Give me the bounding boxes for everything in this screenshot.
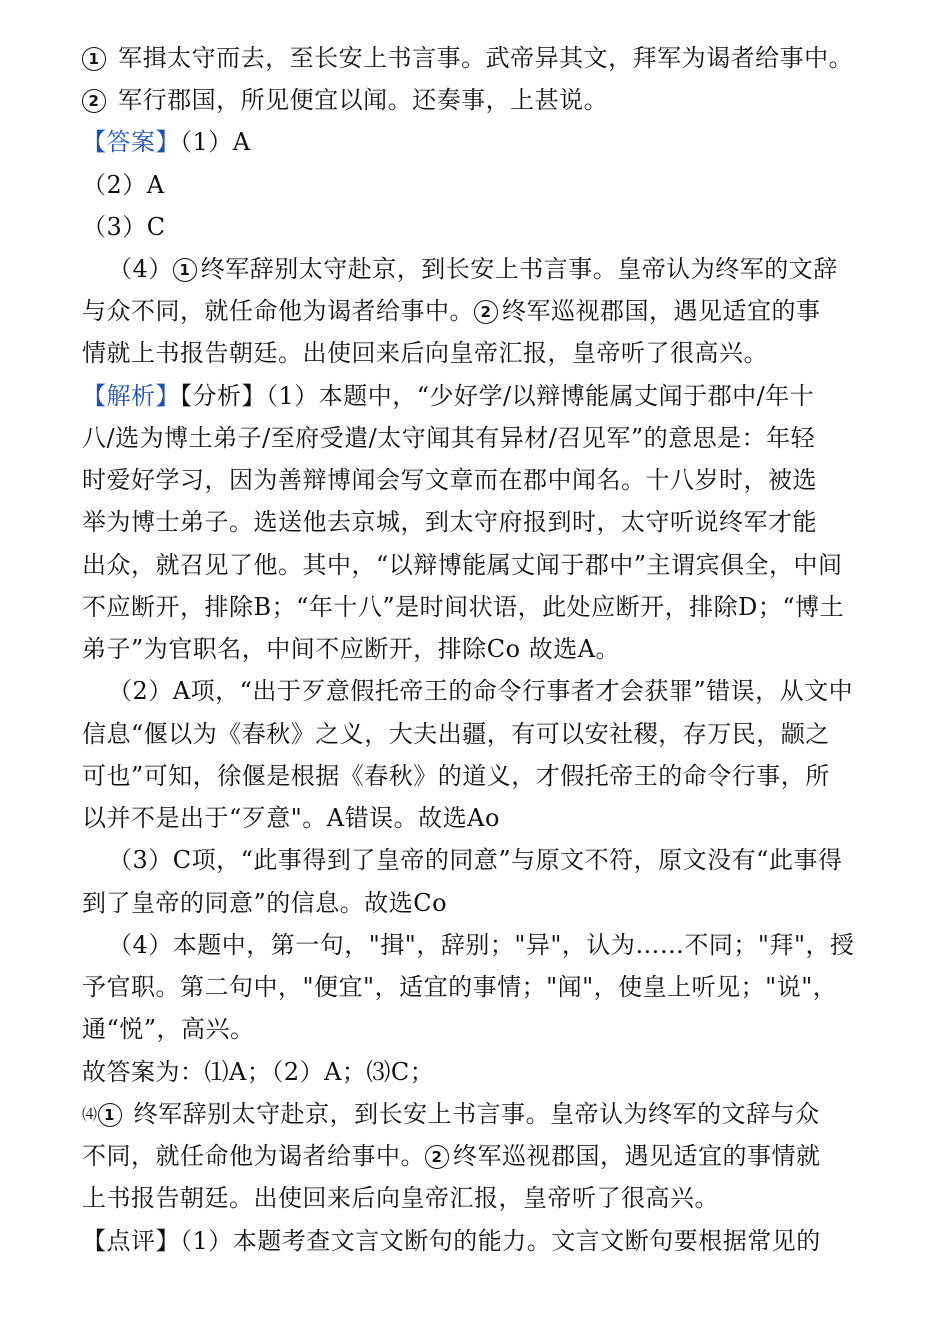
text-line-2: 2 军行郡国，所见便宜以闻。还奏事，上甚说。 — [82, 80, 942, 120]
answer-tag: 【答案】 — [82, 128, 180, 156]
text-line-8: 情就上书报告朝廷。出使回来后向皇帝汇报，皇帝听了很高兴。 — [82, 339, 768, 367]
circled-number-icon: 1 — [82, 47, 106, 71]
text-line-6: （4） 1 终军辞别太守赴京，到长安上书言事。皇帝认为终军的文辞 — [108, 255, 838, 283]
text-line-18: 可也”可知，徐偃是根据《春秋》的道义，才假托帝王的命令行事，所 — [82, 762, 830, 790]
text-line-13: 出众，就召见了他。其中，“以辩博能属丈闻于郡中”主谓宾俱全，中间 — [82, 551, 843, 579]
text-line-10: 八/选为博土弟子/至府受遣/太守闻其有异材/召见军”的意思是：年轻 — [82, 424, 816, 452]
text-line-28: 上书报告朝廷。出使回来后向皇帝汇报，皇帝听了很高兴。 — [82, 1184, 719, 1212]
analysis-line: 【解析】【分析】（1）本题中，“少好学/以辩博能属丈闻于郡中/年十 — [82, 382, 815, 410]
text-line-16: （2）A项，“出于歹意假托帝王的命令行事者才会获罪”错误，从文中 — [108, 677, 854, 705]
text-line-17: 信息“偃以为《春秋》之义，大夫出疆，有可以安社稷，存万民，颛之 — [82, 720, 830, 748]
text-line-27: 不同，就任命他为谒者给事中。 2 终军巡视郡国，遇见适宜的事情就 — [82, 1142, 821, 1170]
text-line-15: 弟子”为官职名，中间不应断开，排除Co 故选A。 — [82, 635, 621, 663]
text-line-4: （2）A — [82, 171, 165, 199]
circled-number-icon: 2 — [82, 89, 106, 113]
text-line-21: 到了皇帝的同意”的信息。故选Co — [82, 889, 448, 917]
text-line-5: （3）C — [82, 213, 166, 241]
circled-number-icon: 1 — [173, 258, 197, 282]
text-line-1: 1 军揖太守而去，至长安上书言事。武帝异其文，拜军为谒者给事中。 — [82, 38, 942, 78]
circled-number-icon: 2 — [474, 300, 498, 324]
text-line-19: 以并不是出于“歹意"。A错误。故选Ao — [82, 804, 500, 832]
text-line-23: 予官职。第二句中，"便宜"，适宜的事情；"闻"，使皇上听见；"说"， — [82, 973, 838, 1001]
text-line-26: ⑷ 1 终军辞别太守赴京，到长安上书言事。皇帝认为终军的文辞与众 — [82, 1100, 820, 1128]
text-line-22: （4）本题中，第一句，"揖"，辞别；"异"，认为……不同；"拜"，授 — [108, 931, 855, 959]
text-line-20: （3）C项，“此事得到了皇帝的同意”与原文不符，原文没有“此事得 — [108, 846, 843, 874]
text-line-25: 故答案为：⑴A；（2）A；⑶C； — [82, 1058, 435, 1086]
comment-tag: 【点评】 — [82, 1227, 180, 1255]
analysis-tag: 【解析】 — [82, 382, 180, 410]
text-line-14: 不应断开，排除B；“年十八”是时间状语，此处应断开，排除D；“博土 — [82, 593, 845, 621]
answer-line: 【答案】（1）A — [82, 128, 251, 156]
text-line-7: 与众不同，就任命他为谒者给事中。 2 终军巡视郡国，遇见适宜的事 — [82, 297, 821, 325]
text-line-11: 时爱好学习，因为善辩博闻会写文章而在郡中闻名。十八岁时，被选 — [82, 466, 817, 494]
circled-number-icon: 1 — [98, 1103, 122, 1127]
text-line-12: 举为博士弟子。选送他去京城，到太守府报到时，太守听说终军才能 — [82, 508, 817, 536]
text-line-24: 通“悦”，高兴。 — [82, 1015, 255, 1043]
comment-line: 【点评】（1）本题考查文言文断句的能力。文言文断句要根据常见的 — [82, 1227, 821, 1255]
circled-number-icon: 2 — [425, 1145, 449, 1169]
